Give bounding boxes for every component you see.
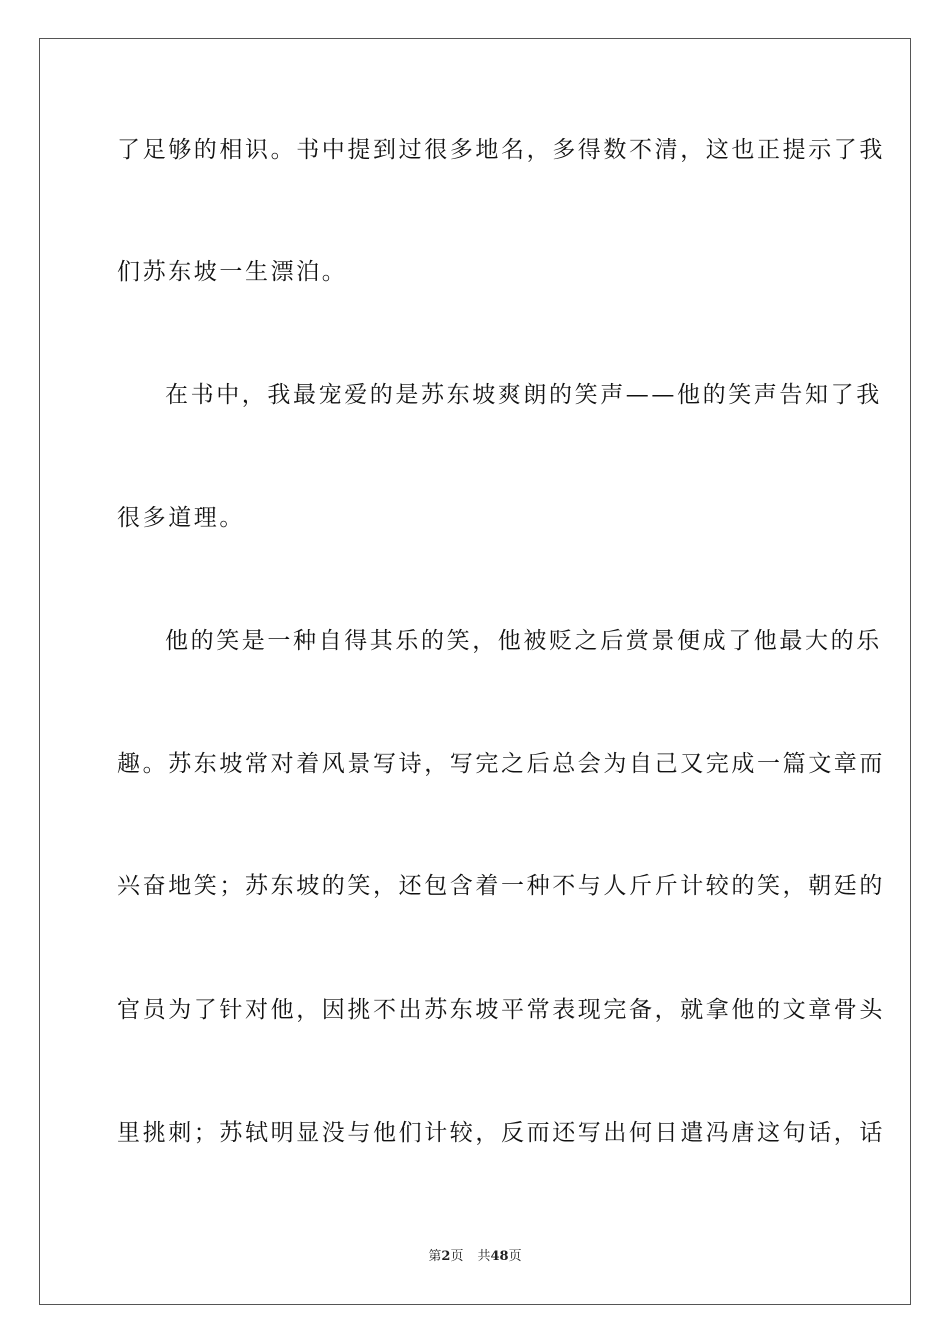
footer-total-suffix: 页	[508, 1249, 522, 1264]
footer-total-prefix: 共	[477, 1249, 491, 1264]
text-line-7: 兴奋地笑；苏东坡的笑，还包含着一种不与人斤斤计较的笑，朝廷的	[117, 873, 885, 899]
text-line-5: 他的笑是一种自得其乐的笑，他被贬之后赏景便成了他最大的乐	[165, 628, 882, 654]
text-line-3: 在书中，我最宠爱的是苏东坡爽朗的笑声——他的笑声告知了我	[165, 382, 882, 408]
text-line-2: 们苏东坡一生漂泊。	[117, 259, 348, 285]
footer-total-pages: 48	[490, 1249, 509, 1264]
text-line-1: 了足够的相识。书中提到过很多地名，多得数不清，这也正提示了我	[117, 137, 885, 163]
text-line-9: 里挑刺；苏轼明显没与他们计较，反而还写出何日遣冯唐这句话，话	[117, 1120, 885, 1146]
text-line-6: 趣。苏东坡常对着风景写诗，写完之后总会为自己又完成一篇文章而	[117, 751, 885, 777]
page-footer	[0, 1248, 950, 1266]
text-line-8: 官员为了针对他，因挑不出苏东坡平常表现完备，就拿他的文章骨头	[117, 997, 885, 1023]
footer-page-suffix: 页	[450, 1249, 464, 1264]
page-frame	[39, 38, 911, 1305]
footer-page-number: 2	[441, 1249, 451, 1264]
text-line-4: 很多道理。	[117, 505, 245, 531]
footer-page-prefix: 第	[428, 1249, 442, 1264]
